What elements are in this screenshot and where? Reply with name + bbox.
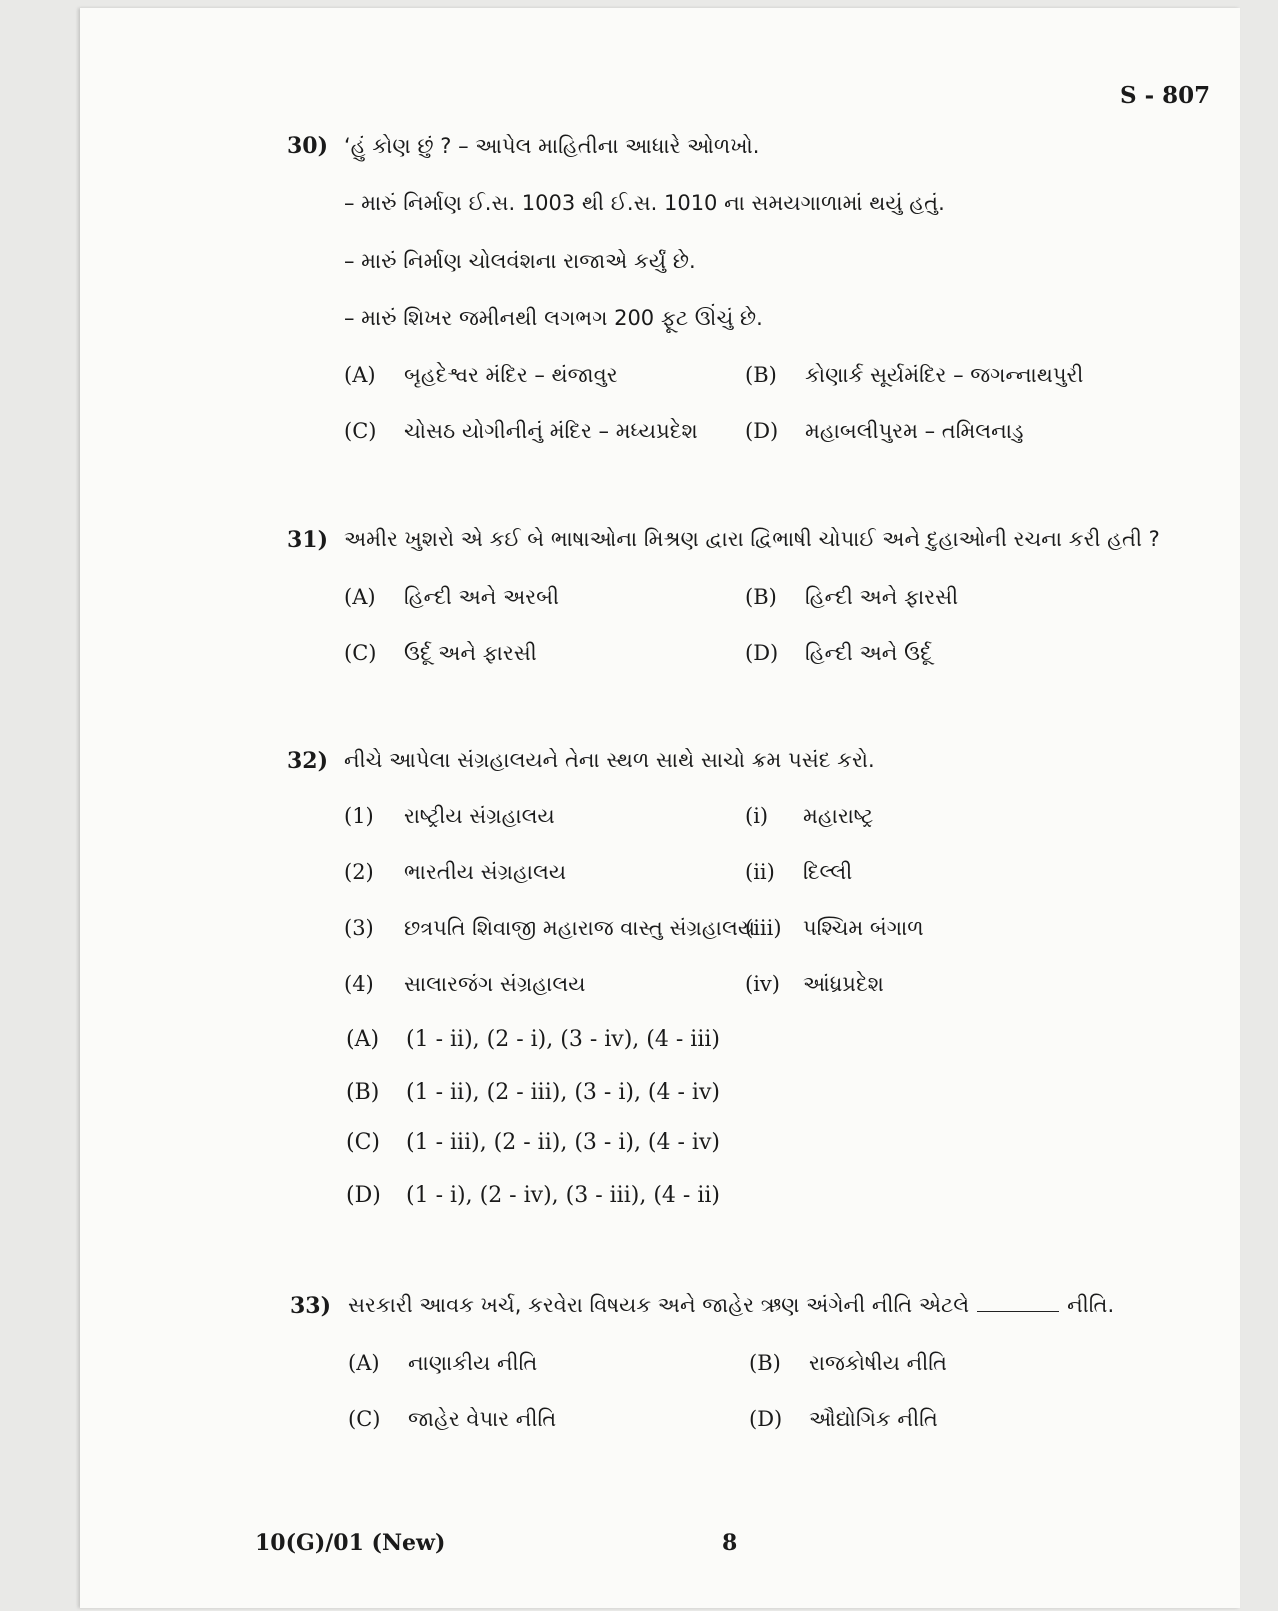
option-text: (1 - ii), (2 - iii), (3 - i), (4 - iv) <box>406 1080 720 1105</box>
item-text: સાલારજંગ સંગ્રહાલય <box>404 972 586 996</box>
option-label: (A) <box>346 1027 380 1052</box>
question-30-text: ‘હું કોણ છું ? – આપેલ માહિતીના આધારે ઓળખો. <box>344 134 760 158</box>
question-32-option-d[interactable] <box>346 1183 720 1208</box>
match-right-item-i <box>745 804 873 829</box>
option-text: (1 - iii), (2 - ii), (3 - i), (4 - iv) <box>406 1130 720 1155</box>
item-number: (3) <box>344 916 374 940</box>
option-label: (A) <box>344 585 376 609</box>
option-text: બૃહદેશ્વર મંદિર – થંજાવુર <box>404 363 618 387</box>
option-text: નાણાકીય નીતિ <box>408 1351 538 1375</box>
option-text: (1 - i), (2 - iv), (3 - iii), (4 - ii) <box>406 1183 720 1208</box>
item-text: આંધ્રપ્રદેશ <box>803 972 884 996</box>
fill-in-blank <box>977 1293 1059 1312</box>
option-text: (1 - ii), (2 - i), (3 - iv), (4 - iii) <box>406 1027 720 1052</box>
exam-page <box>80 8 1240 1608</box>
footer-paper-code: 10(G)/01 (New) <box>255 1530 446 1556</box>
option-label: (C) <box>346 1130 380 1155</box>
item-number: (iv) <box>745 972 780 996</box>
question-33-option-c[interactable] <box>348 1407 556 1432</box>
option-label: (D) <box>745 419 779 443</box>
option-text: જાહેર વેપાર નીતિ <box>408 1407 557 1431</box>
item-number: (2) <box>344 860 374 884</box>
item-number: (1) <box>344 804 374 828</box>
question-31-option-a[interactable] <box>344 585 559 610</box>
item-text: ભારતીય સંગ્રહાલય <box>404 860 567 884</box>
question-30-clue-3: – મારું શિખર જમીનથી લગભગ 200 ફૂટ ઊંચું છે. <box>344 306 763 330</box>
question-33-text-after: નીતિ. <box>1067 1293 1115 1317</box>
question-32-number: 32) <box>287 748 329 774</box>
item-text: મહારાષ્ટ્ર <box>803 804 874 828</box>
question-33-option-b[interactable] <box>749 1351 947 1376</box>
question-31-number: 31) <box>287 527 329 553</box>
match-right-item-iii <box>745 916 924 941</box>
match-left-item-3 <box>344 916 755 941</box>
option-text: મહાબલીપુરમ – તમિલનાડુ <box>805 419 1024 443</box>
question-32-option-a[interactable] <box>346 1027 720 1052</box>
question-33-option-a[interactable] <box>348 1351 537 1376</box>
item-text: છત્રપતિ શિવાજી મહારાજ વાસ્તુ સંગ્રહાલય <box>404 916 756 940</box>
match-left-item-2 <box>344 860 566 885</box>
option-label: (A) <box>348 1351 380 1375</box>
option-label: (C) <box>344 641 377 665</box>
question-30-number: 30) <box>287 133 329 159</box>
page-number: 8 <box>722 1530 738 1556</box>
option-label: (B) <box>346 1080 380 1105</box>
item-text: દિલ્લી <box>803 860 853 884</box>
item-number: (i) <box>745 804 769 828</box>
question-33-text-before: સરકારી આવક ખર્ચ, કરવેરા વિષયક અને જાહેર ઋણ અંગેની નીતિ એટલે <box>348 1293 970 1317</box>
question-30-option-b[interactable] <box>745 363 1083 388</box>
option-label: (D) <box>749 1407 783 1431</box>
option-text: ચોસઠ યોગીનીનું મંદિર – મધ્યપ્રદેશ <box>404 419 698 443</box>
option-text: કોણાર્ક સૂર્યમંદિર – જગન્નાથપુરી <box>805 363 1084 387</box>
question-31-option-b[interactable] <box>745 585 958 610</box>
item-text: રાષ્ટ્રીય સંગ્રહાલય <box>404 804 555 828</box>
question-33-number: 33) <box>290 1293 332 1319</box>
question-32-option-b[interactable] <box>346 1080 720 1105</box>
item-number: (ii) <box>745 860 775 884</box>
match-right-item-iv <box>745 972 884 997</box>
question-33-text <box>348 1293 1114 1318</box>
question-32-text: નીચે આપેલા સંગ્રહાલયને તેના સ્થળ સાથે સાચો ક્રમ પસંદ કરો. <box>344 748 875 772</box>
option-label: (C) <box>348 1407 381 1431</box>
question-30-clue-1: – મારું નિર્માણ ઈ.સ. 1003 થી ઈ.સ. 1010 ના સમયગાળામાં થયું હતું. <box>344 191 945 215</box>
match-right-item-ii <box>745 860 852 885</box>
question-31-text: અમીર ખુશરો એ કઈ બે ભાષાઓના મિશ્રણ દ્વારા દ્વિભાષી ચોપાઈ અને દુહાઓની રચના કરી હતી ? <box>344 527 1160 551</box>
option-label: (A) <box>344 363 376 387</box>
option-label: (D) <box>745 641 779 665</box>
item-number: (iii) <box>745 916 782 940</box>
question-32-option-c[interactable] <box>346 1130 720 1155</box>
option-label: (B) <box>745 585 777 609</box>
option-label: (B) <box>749 1351 781 1375</box>
question-33-option-d[interactable] <box>749 1407 938 1432</box>
question-31-option-d[interactable] <box>745 641 932 666</box>
question-30-clue-2: – મારું નિર્માણ ચોલવંશના રાજાએ કર્યું છે. <box>344 249 696 273</box>
option-text: ઉર્દૂ અને ફારસી <box>404 641 537 665</box>
option-text: ઔદ્યોગિક નીતિ <box>809 1407 938 1431</box>
match-left-item-1 <box>344 804 555 829</box>
option-text: રાજકોષીય નીતિ <box>809 1351 947 1375</box>
question-30-option-d[interactable] <box>745 419 1024 444</box>
option-label: (C) <box>344 419 377 443</box>
option-label: (B) <box>745 363 777 387</box>
option-text: હિન્દી અને અરબી <box>404 585 559 609</box>
question-30-option-a[interactable] <box>344 363 618 388</box>
item-number: (4) <box>344 972 374 996</box>
option-text: હિન્દી અને ઉર્દૂ <box>805 641 932 665</box>
item-text: પશ્ચિમ બંગાળ <box>803 916 924 940</box>
question-30-option-c[interactable] <box>344 419 698 444</box>
paper-code: S - 807 <box>1120 82 1211 109</box>
match-left-item-4 <box>344 972 585 997</box>
option-text: હિન્દી અને ફારસી <box>805 585 959 609</box>
question-31-option-c[interactable] <box>344 641 537 666</box>
option-label: (D) <box>346 1183 381 1208</box>
